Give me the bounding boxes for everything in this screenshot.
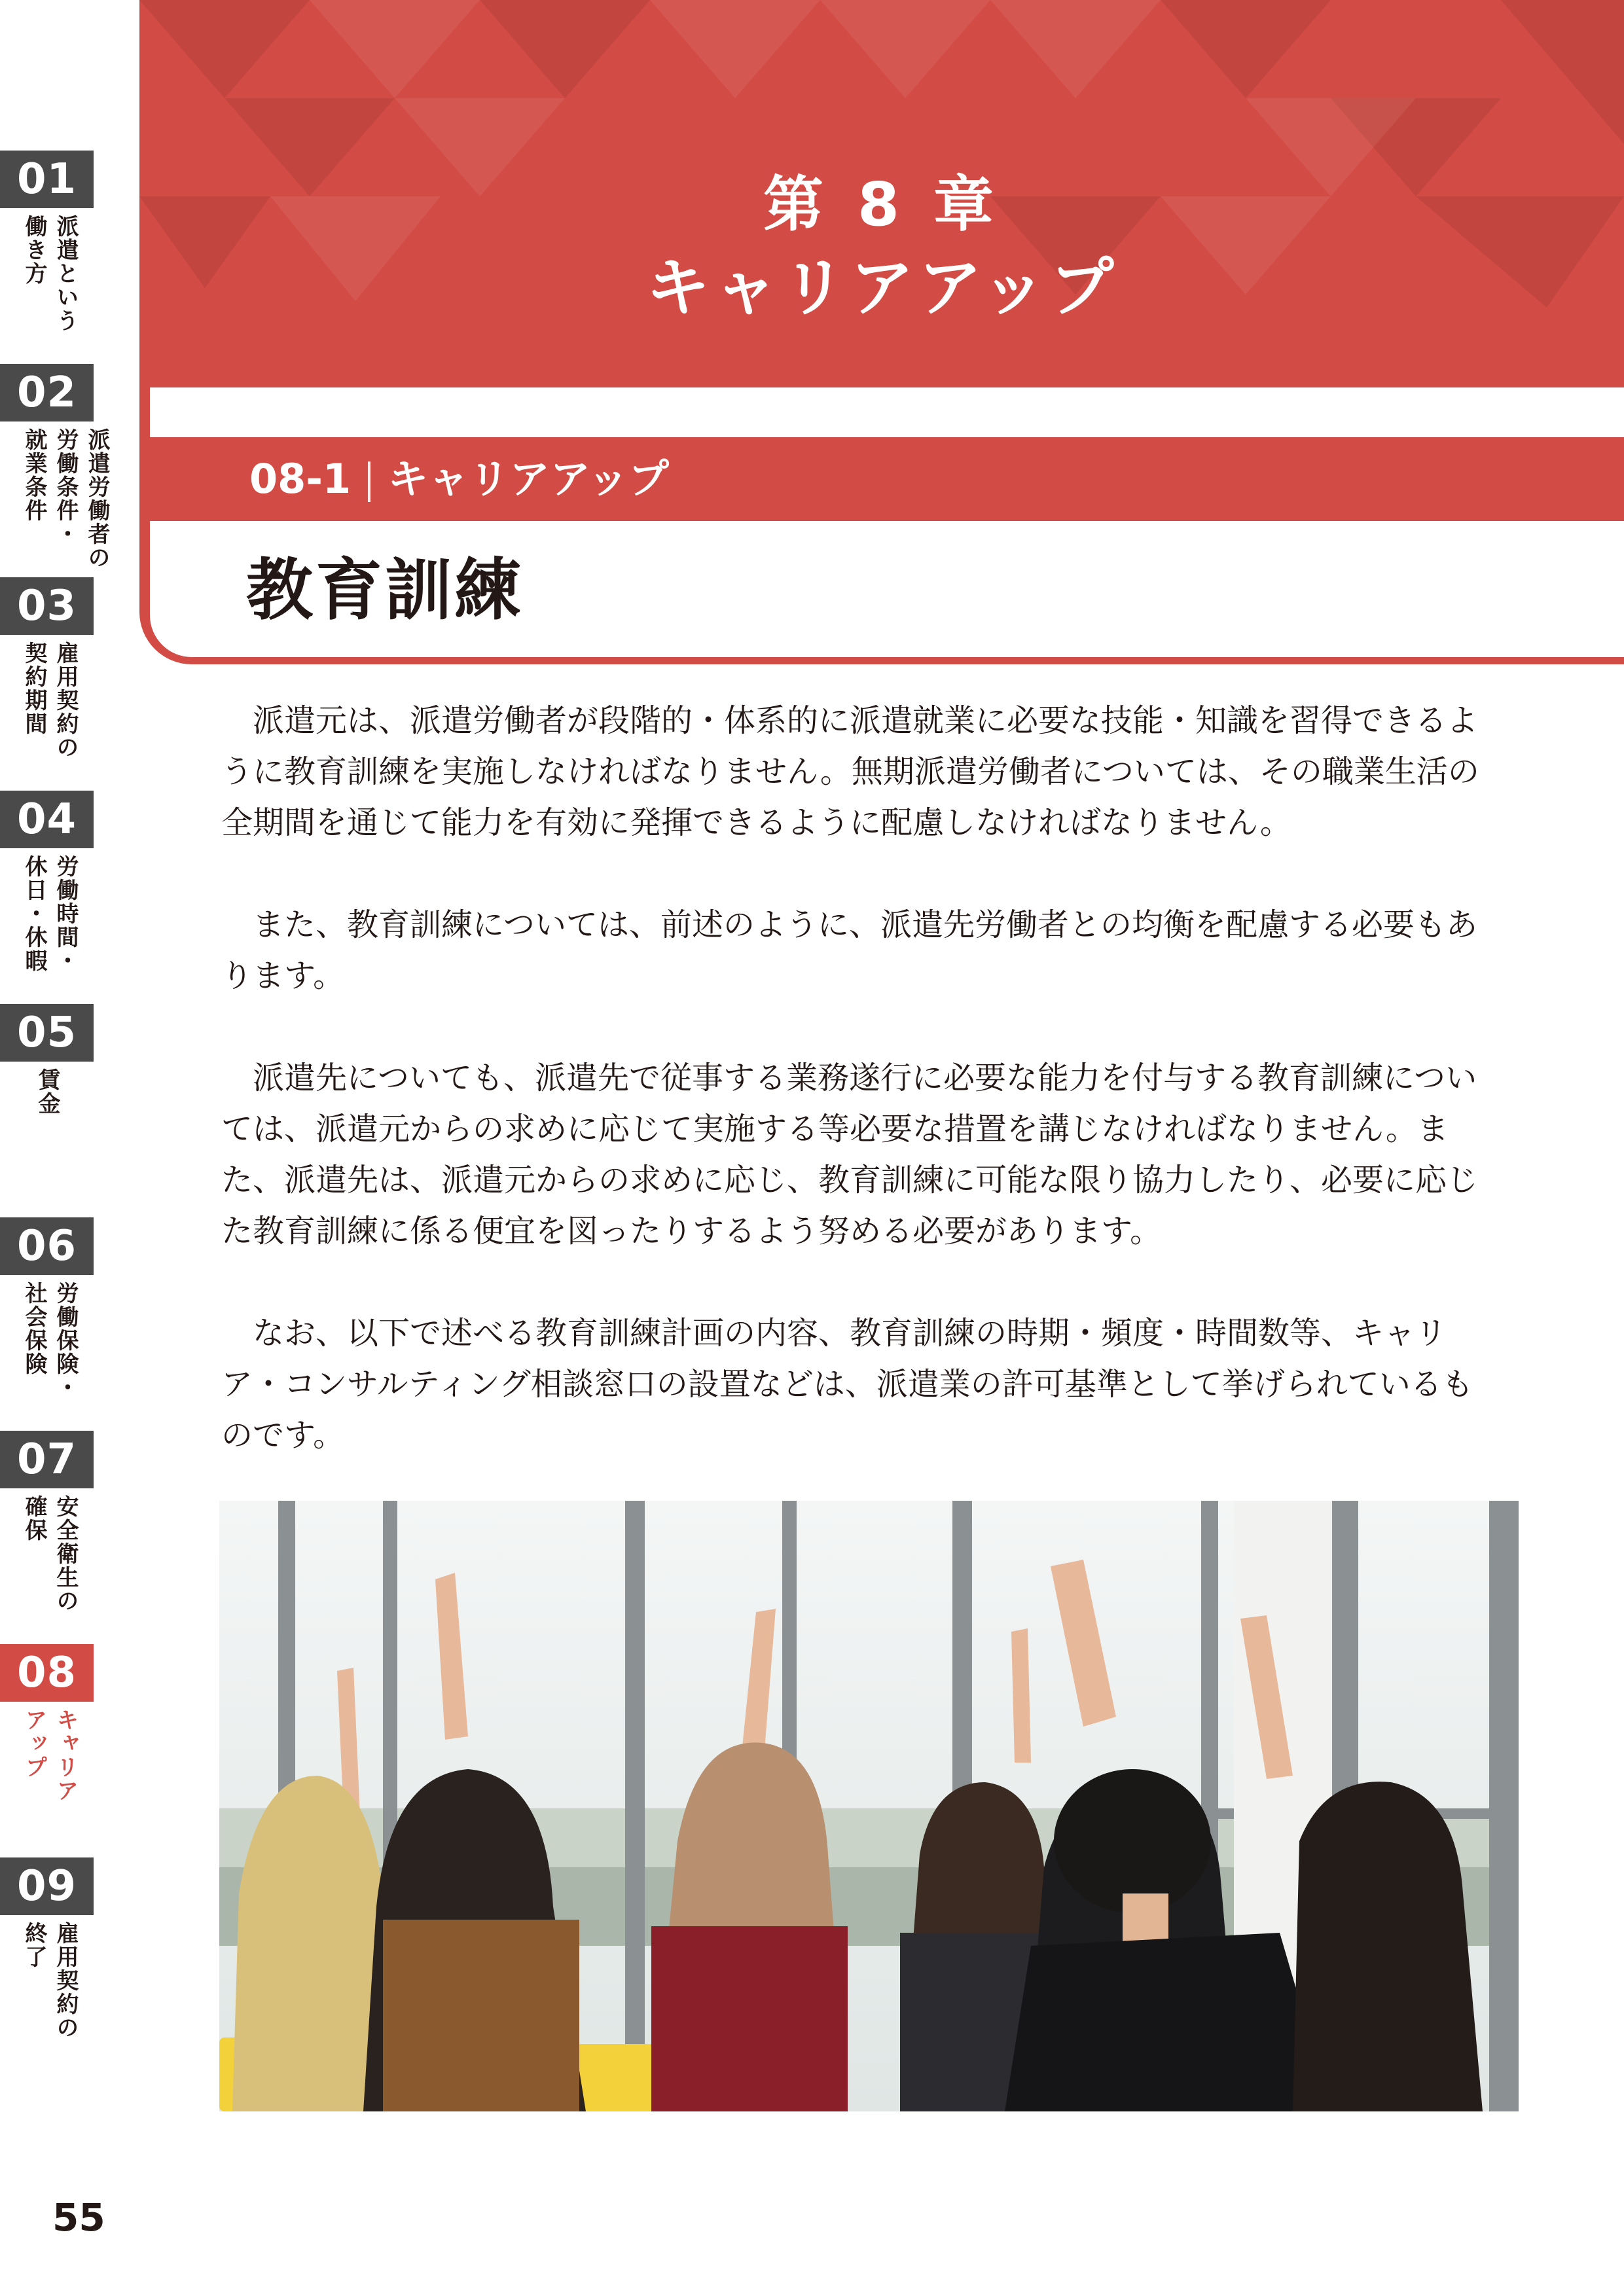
nav-tab-number: 01 [0,151,94,208]
nav-tab-04[interactable] [0,791,94,973]
nav-tab-number: 06 [0,1217,94,1275]
nav-tab-label: 契約期間 [21,641,47,736]
nav-tab-number: 05 [0,1004,94,1062]
nav-tab-number: 09 [0,1857,94,1915]
chapter-title: キャリアアップ [645,251,1118,325]
nav-tab-label: 就業条件 [21,428,47,522]
nav-tab-label: 働き方 [21,215,47,285]
frame-gap [150,387,1624,437]
section-separator [368,461,370,502]
nav-tab-number: 04 [0,791,94,848]
nav-tab-number: 07 [0,1431,94,1488]
paragraph: 派遣先についても、派遣先で従事する業務遂行に必要な能力を付与する教育訓練については、派遣元からの求めに応じて実施する等必要な措置を講じなければなりません。また、派遣先は、派遣元からの求めに応じ、教育訓練に可能な限り協力したり、必要に応じた教育訓練に係る便宜を図ったりするよう努める必要があります。 [221,1060,1479,1249]
paragraph: 派遣元は、派遣労働者が段階的・体系的に派遣就業に必要な技能・知識を習得できるように教育訓練を実施しなければなりません。無期派遣労働者については、その職業生活の全期間を通じて能力を有効に発揮できるように配慮しなければなりません。 [221,702,1479,841]
nav-tab-label: 終了 [21,1922,47,1969]
nav-tab-06[interactable] [0,1217,94,1399]
nav-tab-01[interactable] [0,151,94,332]
nav-tab-label: キャリア [52,1708,79,1803]
nav-tab-number: 08 [0,1644,94,1702]
nav-tab-label: 確保 [21,1495,47,1542]
nav-tab-label: 労働条件・ [52,428,79,546]
section-heading: 教育訓練 [246,552,524,630]
section-frame [139,378,1624,664]
nav-tab-label: 安全衛生の [52,1495,79,1613]
paragraph: また、教育訓練については、前述のように、派遣先労働者との均衡を配慮する必要もあります。 [221,906,1478,994]
nav-tab-label: 休日・休暇 [21,855,47,973]
section-label [249,442,669,516]
section-code: 08-1 [249,455,352,503]
body-text [221,695,1504,1512]
nav-tab-number: 03 [0,577,94,635]
page-number: 55 [52,2195,105,2240]
nav-tab-number: 02 [0,364,94,422]
nav-tab-label: 派遣労働者の [84,428,110,569]
nav-tab-03[interactable] [0,577,94,759]
nav-tab-label: 雇用契約の [52,1922,79,2039]
nav-tab-09[interactable] [0,1857,94,2039]
nav-tab-label: アップ [21,1708,47,1779]
chapter-banner [139,0,1624,378]
paragraph: なお、以下で述べる教育訓練計画の内容、教育訓練の時期・頻度・時間数等、キャリア・コンサルティング相談窓口の設置などは、派遣業の許可基準として挙げられているものです。 [221,1315,1473,1454]
nav-tab-02[interactable] [0,364,110,569]
nav-tab-label: 労働保険・ [52,1282,79,1399]
nav-tab-label: 雇用契約の [52,641,79,759]
nav-tab-07[interactable] [0,1431,94,1613]
seminar-photo [219,1501,1519,2111]
nav-tab-label: 社会保険 [21,1282,47,1376]
nav-tab-08[interactable] [0,1644,94,1803]
chapter-number: 第 8 章 [763,170,1001,240]
nav-tab-label: 派遣という [52,215,79,332]
nav-tab-label: 賃金 [34,1068,60,1115]
nav-tab-05[interactable] [0,1004,94,1115]
seminar-illustration [219,1501,1519,2111]
nav-tab-label: 労働時間・ [52,855,79,973]
section-name: キャリアアップ [388,455,669,503]
